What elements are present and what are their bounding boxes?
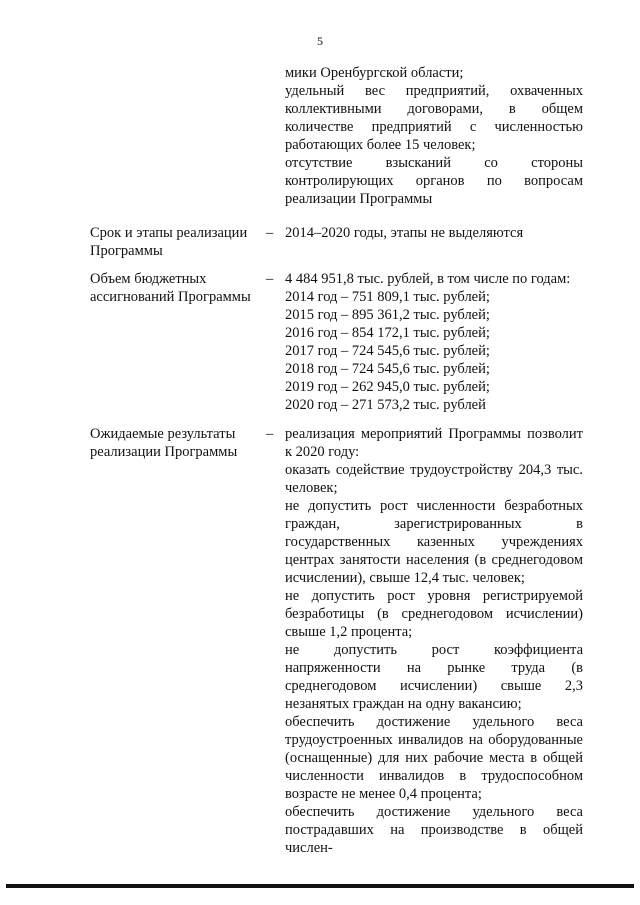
budget-year-line: 2015 год – 895 361,2 тыс. рублей; (285, 307, 490, 323)
results-paragraph: оказать содействие трудоустройству 204,3 тыс. человек; (285, 462, 583, 496)
results-paragraph: обеспечить достижение удельного веса трудоустроенных инвалидов на оборудованные (оснащенные) для них рабочие места в общей численности инвалидов в трудоспособном возрасте не менее 0,4 процента; (285, 714, 583, 802)
top-content (285, 64, 583, 208)
budget-content (285, 270, 583, 414)
top-line-2: удельный вес предприятий, охваченных коллективными договорами, в общем количестве предприятий с численностью работающих более 15 человек; (285, 83, 583, 153)
budget-year-line: 2018 год – 724 545,6 тыс. рублей; (285, 361, 490, 377)
budget-dash: – (266, 271, 274, 287)
term-label: Срок и этапы реализации Программы (90, 225, 248, 259)
page-number: 5 (317, 34, 323, 48)
bottom-scan-border (6, 884, 634, 888)
results-paragraph: реализация мероприятий Программы позволит к 2020 году: (285, 426, 583, 460)
results-paragraph: не допустить рост коэффициента напряженности на рынке труда (в среднегодовом исчислении) свыше 2,3 незанятых граждан на одну вакансию; (285, 642, 583, 712)
budget-year-line: 2016 год – 854 172,1 тыс. рублей; (285, 325, 490, 341)
budget-year-line: 2020 год – 271 573,2 тыс. рублей (285, 397, 486, 413)
budget-label: Объем бюджетных ассигнований Программы (90, 271, 251, 305)
results-paragraph: обеспечить достижение удельного веса пострадавших на производстве в общей числен- (285, 804, 583, 856)
term-text: 2014–2020 годы, этапы не выделяются (285, 225, 524, 241)
budget-total-line: 4 484 951,8 тыс. рублей, в том числе по годам: (285, 271, 571, 287)
top-line-1: мики Оренбургской области; (285, 65, 464, 81)
results-dash: – (266, 426, 274, 442)
budget-year-line: 2017 год – 724 545,6 тыс. рублей; (285, 343, 490, 359)
budget-year-line: 2014 год – 751 809,1 тыс. рублей; (285, 289, 490, 305)
term-dash: – (266, 225, 274, 241)
top-line-3: отсутствие взысканий со стороны контролирующих органов по вопросам реализации Программы (285, 155, 583, 207)
results-paragraph: не допустить рост уровня регистрируемой безработицы (в среднегодовом исчислении) свыше 1,2 процента; (285, 588, 583, 640)
term-content (285, 224, 583, 242)
results-paragraph: не допустить рост численности безработных граждан, зарегистрированных в государственных казенных учреждениях центрах занятости населения (в среднегодовом исчислении), свыше 12,4 тыс. человек; (285, 498, 583, 586)
budget-year-line: 2019 год – 262 945,0 тыс. рублей; (285, 379, 490, 395)
results-label: Ожидаемые результаты реализации Программы (90, 426, 238, 460)
results-content (285, 425, 583, 857)
